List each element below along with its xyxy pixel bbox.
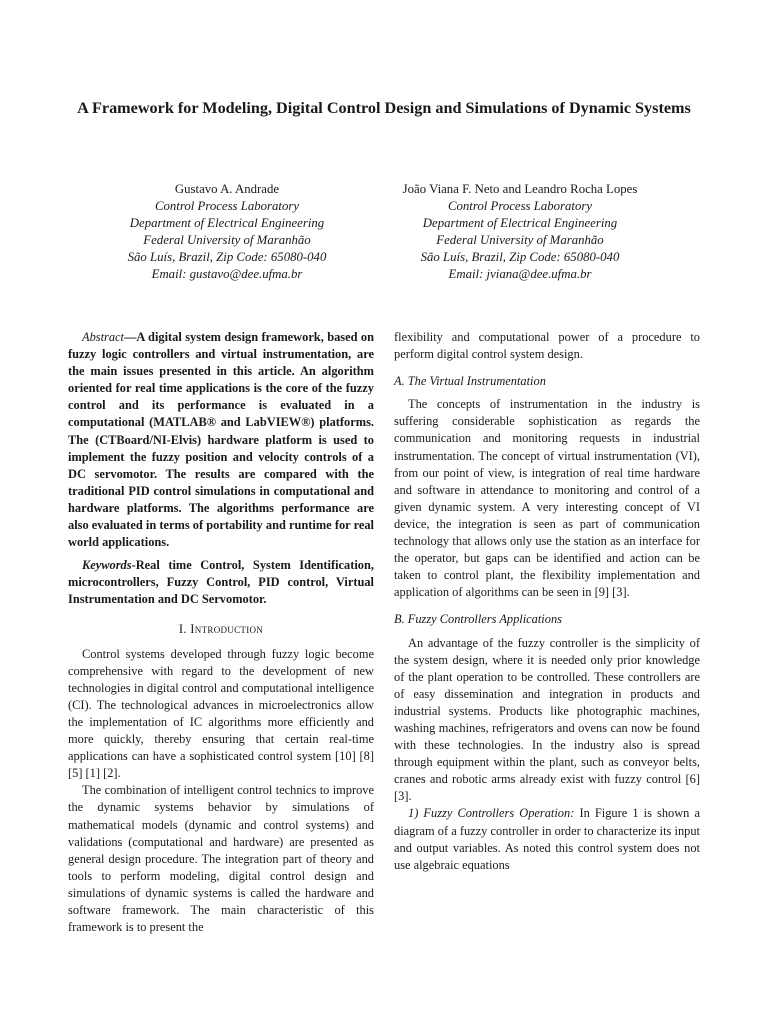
continued-paragraph: flexibility and computational power of a procedure to perform digital control system design. (394, 330, 700, 362)
author-lab: Control Process Laboratory (447, 199, 593, 213)
intro-paragraph-1: Control systems developed through fuzzy logic become comprehensive with regard to the development of new technologies in digital control and computational intelligence (CI). The technological advances in microelectronics allow the implementation of IC algorithms more efficiently and more quickly, thereby ensuring that certain real-time applications can have a sophisticated control system [10] [8] [5] [1] [2]. (68, 646, 374, 781)
author-dept: Department of Electrical Engineering (129, 216, 325, 230)
virtual-instrumentation-paragraph: The concepts of instrumentation in the industry is suffering considerable sophistication as regards the communication and monitoring requests in industrial instrumentation. The concept of virtual instrumentation (VI), from our point of view, is integration of real time hardware and software in attendance to monitoring and control of a given dynamic system. A very interesting concept of VI device, the integration is seen as part of communication technology that allows only use the station as an interface for the operator, but gaps can be identified and action can be taken to control plant, the flexibility implementation and application of algorithms can be seen in [9] [3]. (394, 397, 700, 600)
keywords-body: -Real time Control, System Identification, microcontrollers, Fuzzy Control, PID control, Virtual Instrumentation and DC Servomotor. (68, 558, 374, 607)
author-univ: Federal University of Maranhão (143, 233, 311, 247)
author-address: São Luís, Brazil, Zip Code: 65080-040 (420, 250, 620, 264)
abstract-lead: Abstract (82, 330, 124, 344)
abstract (68, 329, 374, 551)
paragraph-heading-fuzzy-operation: 1) Fuzzy Controllers Operation: (408, 806, 575, 821)
abstract-body: —A digital system design framework, based on fuzzy logic controllers and virtual instrumentation, are the main issues presented in this article. An algorithm oriented for real time applications is the core of the fuzzy control and its performance is evaluated in a computational (MATLAB® and LabVIEW®) platforms. The (CTBoard/NI-Elvis) hardware platform is used to implement the fuzzy position and velocity controls of a DC servomotor. The results are compared with the traditional PID control simulations in computational and hardware platforms. The algorithms performance are also evaluated in terms of portability and runtime for real world applications. (68, 330, 374, 550)
author-name: João Viana F. Neto and Leandro Rocha Lopes (402, 182, 638, 196)
author-block-2 (370, 181, 670, 283)
subsection-heading-virtual-instrumentation: A. The Virtual Instrumentation (394, 374, 546, 389)
author-email: Email: jviana@dee.ufma.br (448, 267, 592, 281)
fuzzy-applications-paragraph: An advantage of the fuzzy controller is the simplicity of the system design, where it is needed only prior knowledge of the plant operation to be controlled. These controllers are of easy dissemination and integration in products and industrial systems. Products like photographic machines, washing machines, refrigerators and ovens can now be found with these technologies. In the industry also is spread through equipment within the plant, such as conveyor belts, cranes and robotic arms already exist with fuzzy control [6] [3]. (394, 635, 700, 804)
section-heading-introduction: I. Introduction (178, 621, 264, 636)
keywords (68, 557, 374, 608)
left-column (68, 329, 374, 936)
right-column (394, 329, 700, 874)
author-lab: Control Process Laboratory (154, 199, 300, 213)
subsection-heading-fuzzy-applications: B. Fuzzy Controllers Applications (394, 612, 562, 627)
intro-paragraph-2: The combination of intelligent control technics to improve the dynamic systems behavior by simulations of mathematical models (dynamic and control systems) and validations (computational and hardware) are presented as general design procedure. The integration part of theory and tools to perform modeling, digital control design and simulations of dynamic systems is called the hardware and software framework. The main characteristic of this framework is to present the (68, 783, 374, 935)
fuzzy-operation-paragraph (394, 805, 700, 873)
author-address: São Luís, Brazil, Zip Code: 65080-040 (127, 250, 327, 264)
keywords-lead: Keywords (82, 558, 132, 573)
author-dept: Department of Electrical Engineering (422, 216, 618, 230)
author-name: Gustavo A. Andrade (174, 182, 280, 196)
author-block-1 (77, 181, 377, 283)
paper-title: A Framework for Modeling, Digital Control Design and Simulations of Dynamic Systems (77, 99, 691, 117)
author-email: Email: gustavo@dee.ufma.br (151, 267, 303, 281)
author-univ: Federal University of Maranhão (436, 233, 604, 247)
fuzzy-operation-body: In Figure 1 is shown a diagram of a fuzzy controller in order to characterize its input and output variables. As noted this control system does not use algebraic equations (394, 806, 700, 872)
